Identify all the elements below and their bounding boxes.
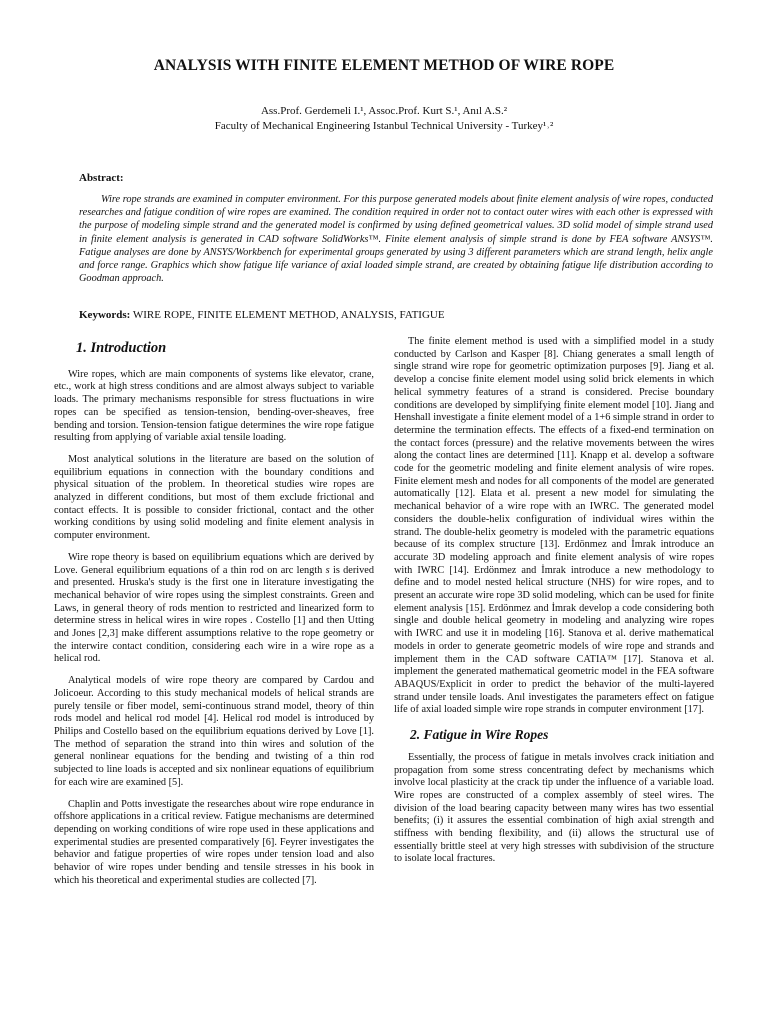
- keywords-label: Keywords:: [79, 309, 131, 321]
- fem-review-paragraph: The finite element method is used with a simplified model in a study conducted by Carlson and Kasper [8]. Chiang generates a small length of single strand wire rope for geometric optimization purposes [9]. Jiang et al. develop a concise finite element model using solid brick elements in which helical symmetry features of a strand is considered. Precise boundary conditions are developed by simplifying finite element model [10]. Jiang and Henshall investigate a finite element model of a 1+6 simple strand in order to determine the termination effects. The effects of a fixed-end termination on the contact forces (pressure) and the relative movements between the wires along the contact lines are determined [11]. Knapp et al. develop a software code for the geometric modeling and finite element analysis of wire ropes. Finite element mesh and nodes for all components of the model are generated automatically [12]. Elata et al. present a new model for simulating the mechanical behavior of a wire rope with an IWRC. The generated model considers the double-helix configuration of individual wires within the strand. The double-helix geometry is modeled with the parametric equations because of its complex structure [13]. Erdönmez and İmrak introduce an accurate 3D modeling approach and finite element analysis of wire ropes with IWRC [14]. Erdönmez and İmrak introduce a new methodology to define and to model nested helical structure (NHS) for wire ropes, and to present an accurate wire rope 3D solid modeling, which can be used for finite element analysis [15]. Erdönmez and İmrak develop a code considering both single and double helical geometry in modeling and analyzing wire ropes with IWRC and use it in modeling [16]. Stanova et al. derive mathematical models in order to generate geometric models of wire rope and strands and implement them in the CAD software CATIA™ [17]. Stanova et al. implement the generated mathematical geometric model in the FEA software ABAQUS/Explicit in order to predict the behavior of the multi-layered strand under tensile loads. Anıl investigates the parameters effect on fatigue life of axial loaded simple wire rope strands in computer environment [17].: [394, 336, 714, 716]
- right-column: [394, 336, 714, 875]
- section-heading-introduction: 1. Introduction: [76, 340, 167, 356]
- intro-paragraph-3: [54, 552, 374, 666]
- intro-paragraph-5: Chaplin and Potts investigate the researches about wire rope endurance in offshore applications in a critical review. Fatigue mechanisms are determined depending on working conditions of wire rope used in these applications and experimental studies are presented comparatively [6]. Feyrer investigates the behavior and fatigue properties of wire ropes under tension load and also behavior of wire ropes under bending and tensile stresses in his book in which his theoretical and experimental studies are collected [7].: [54, 798, 374, 886]
- abstract-text: Wire rope strands are examined in computer environment. For this purpose generated models about finite element analysis of wire ropes, conducted researches and fatigue condition of wire ropes are examined. The condition required in order not to contact outer wires with each other is expressed with the purpose of modeling simple strand and the generated model is confirmed by using defined geometrical values. 3D solid model of simple strand used in finite element analysis is generated in CAD software SolidWorks™. Finite element analysis of simple strand is done by FEA software ANSYS™. Fatigue analyses are done by ANSYS/Workbench for experimental groups generated by using 3 different parameters which are strand length, helix angle and force range. Graphics which show fatigue life variance of axial loaded simple strand, are created by obtaining fatigue life distribution according to Goodman approach.: [79, 194, 713, 285]
- intro-paragraph-1: Wire ropes, which are main components of systems like elevator, crane, etc., work at high stress conditions and are almost always subject to variable loads. The primary mechanisms responsible for stress fluctuations in wire ropes can be specified as tension-tension, bending-over-sheaves, free bending and torsion. Tension-tension fatigue determines the wire rope fatigue resulting from applying of variable axial tensile loading.: [54, 368, 374, 444]
- author-list: Ass.Prof. Gerdemeli I.¹, Assoc.Prof. Kurt S.¹, Anıl A.S.²: [260, 105, 508, 117]
- paper-title: ANALYSIS WITH FINITE ELEMENT METHOD OF WIRE ROPE: [153, 57, 615, 74]
- arc-length-symbol: s: [325, 564, 330, 576]
- affiliation: Faculty of Mechanical Engineering Istanbul Technical University - Turkey¹˒²: [214, 120, 554, 132]
- intro-paragraph-3b: is derived and presented. Hruska's study is the first one in literature investigating the mechanical behavior of wire ropes using the simplest constraints. Green and Laws, in general theory of rods mention to restricted and linearized form to determine stress in helical wires in wire ropes . Costello [1] and then Utting and Jones [2,3] make different assumptions relative to the rope geometry or the interwire contact condition, considering each wire in a wire rope as a helical rod.: [54, 564, 375, 665]
- left-column: [54, 336, 374, 896]
- fatigue-paragraph-1: Essentially, the process of fatigue in metals involves crack initiation and propagation from some stress concentrating defect by mechanisms which involve local plasticity at the crack tip under the influence of a variable load. Wire ropes are constructed of a complex assembly of steel wires. The division of the load bearing capacity between many wires has two essential benefits; (i) it assures the essential combination of high axial strength and stiffness with bending flexibility, and (ii) allows the structural use of essentially brittle steel at very high stresses with subdivision of the structure to isolate local fractures.: [394, 751, 714, 865]
- abstract-heading: Abstract:: [79, 172, 124, 184]
- keywords-line: [79, 309, 445, 321]
- intro-paragraph-4: Analytical models of wire rope theory are compared by Cardou and Jolicoeur. According to this study mechanical models of helical strands are purely tensile or fiber model, semi-continuous strand model, theory of thin rods model and helical rod model [4]. Helical rod model is introduced by Philips and Costello based on the equilibrium equations derived by Love [1]. The method of separation the strand into thin wires and solution of the general nonlinear equations for the bending and twisting of a thin rod subjected to line loads is accepted and six nonlinear equations of equilibrium for each wire are examined [5].: [54, 675, 374, 788]
- keywords-list: WIRE ROPE, FINITE ELEMENT METHOD, ANALYSIS, FATIGUE: [132, 309, 445, 321]
- intro-paragraph-3a: Wire rope theory is based on equilibrium equations which are derived by Love. General equilibrium equations of a thin rod on arc length: [54, 551, 374, 576]
- section-heading-fatigue: 2. Fatigue in Wire Ropes: [410, 727, 549, 743]
- intro-paragraph-2: Most analytical solutions in the literature are based on the solution of equilibrium equations in connection with the boundary conditions and physical situation of the problem. In theoretical studies wire ropes are analyzed in different conditions, but most of them exclude frictional and contact effects. It is possible to consider frictional, contact and the other working conditions by using solid modeling and finite element analysis in computer environment.: [54, 453, 374, 542]
